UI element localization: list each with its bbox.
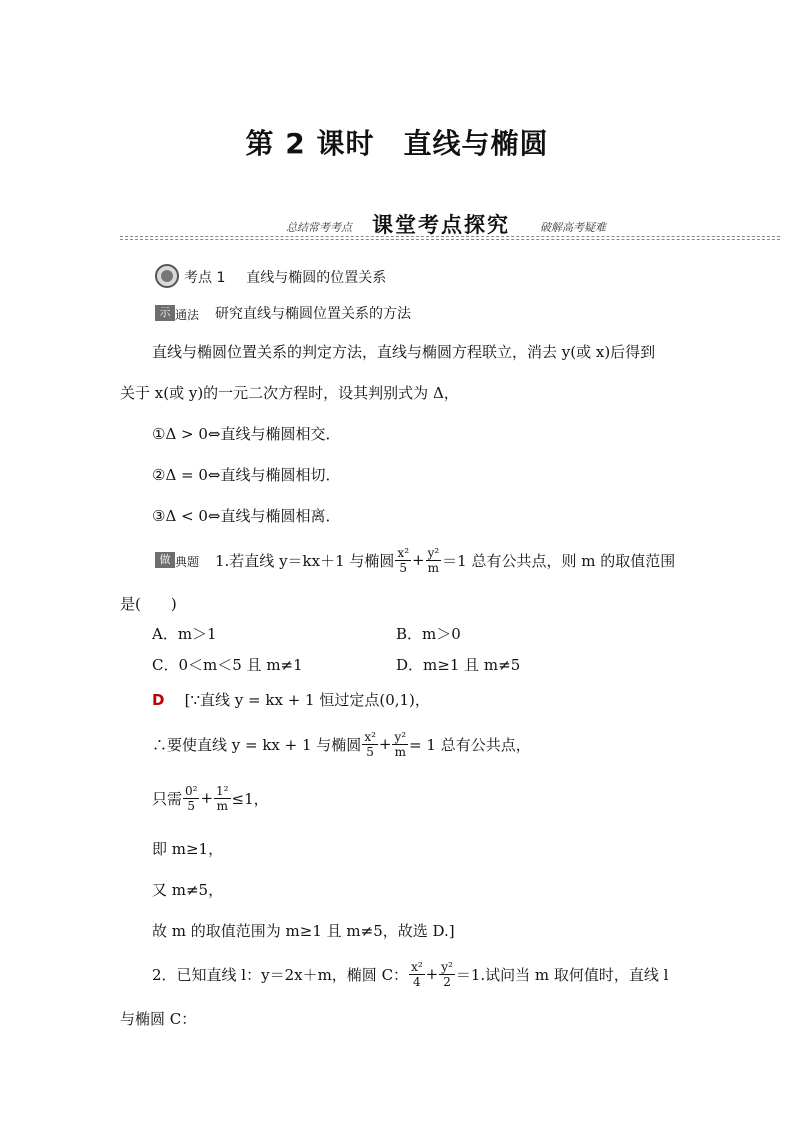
method-title: 研究直线与椭圆位置关系的方法	[215, 306, 411, 322]
solution-line-5: 又 m≠5，	[152, 881, 224, 899]
solution-line-4: 即 m≥1，	[152, 840, 224, 858]
method-tag-icon: 示	[155, 305, 175, 321]
intro-case-2: ②Δ = 0⇔直线与椭圆相切．	[152, 466, 341, 484]
banner-right-note: 破解高考疑难	[540, 221, 606, 234]
question-1-text-b: ＝1 总有公共点，则 m 的取值范围	[442, 551, 676, 570]
solution-plus-1: +	[378, 735, 392, 753]
question-1-plus: +	[412, 551, 425, 569]
option-d: D．m≥1 且 m≠5	[396, 656, 521, 674]
kaodian-heading	[184, 267, 386, 287]
question-1-text-a: 1.若直线 y＝kx＋1 与椭圆	[215, 551, 395, 570]
banner-main-title: 课堂考点探究	[372, 213, 510, 237]
solution-fraction-zero: $\frac{\text{0²}}{5}$	[185, 783, 198, 813]
solution-line-2	[152, 722, 531, 766]
solution-line-6: 故 m 的取值范围为 m≥1 且 m≠5，故选 D.]	[152, 922, 455, 940]
method-tag-label: 通法	[175, 308, 200, 322]
page-title: 第 2 课时 直线与椭圆	[245, 127, 549, 160]
intro-line-2: 关于 x(或 y)的一元二次方程时，设其判别式为 Δ，	[120, 384, 459, 402]
question-1-line-1	[215, 538, 675, 582]
question-1-fraction-x: $\frac{\text{x²}}{5}$	[397, 545, 409, 575]
solution-fraction-one: $\frac{\text{1²}}{m}$	[216, 783, 229, 813]
example-tag-label: 典题	[175, 555, 200, 569]
solution-fraction-x: $\frac{\text{x²}}{5}$	[364, 729, 376, 759]
intro-case-1: ①Δ > 0⇔直线与椭圆相交．	[152, 425, 341, 443]
solution-text-2a: ∴要使直线 y = kx + 1 与椭圆	[152, 735, 362, 754]
answer-letter: D	[152, 691, 165, 709]
solution-line-3	[152, 776, 269, 820]
banner-divider-top	[120, 236, 780, 237]
question-2-line-1	[152, 952, 668, 996]
solution-fraction-y: $\frac{\text{y²}}{m}$	[394, 729, 407, 759]
solution-text-3a: 只需	[152, 789, 183, 808]
kaodian-circle-icon	[155, 264, 179, 288]
banner-divider-bottom	[120, 239, 780, 240]
option-b: B．m＞0	[396, 625, 461, 643]
option-a: A．m＞1	[152, 625, 217, 643]
banner-left-note: 总结常考考点	[286, 221, 352, 234]
example-tag-icon: 做	[155, 552, 175, 568]
question-1-fraction-y: $\frac{\text{y²}}{m}$	[427, 545, 440, 575]
question-1-line-2: 是( )	[120, 595, 177, 613]
solution-text-3b: ≤1，	[231, 789, 269, 808]
option-c: C．0＜m＜5 且 m≠1	[152, 656, 303, 674]
solution-line-1	[152, 689, 430, 710]
kaodian-title: 直线与椭圆的位置关系	[246, 270, 387, 286]
question-2-fraction-x: $\frac{\text{x²}}{4}$	[411, 959, 423, 989]
solution-plus-2: +	[200, 789, 214, 807]
question-2-text-a: 2．已知直线 l：y＝2x＋m，椭圆 C：	[152, 965, 409, 984]
question-2-line-2: 与椭圆 C：	[120, 1010, 197, 1028]
intro-case-3: ③Δ < 0⇔直线与椭圆相离．	[152, 507, 341, 525]
question-2-fraction-y: $\frac{\text{y²}}{2}$	[441, 959, 453, 989]
solution-text-2b: = 1 总有公共点，	[409, 735, 531, 754]
kaodian-label: 考点 1	[184, 270, 226, 286]
question-2-text-b: ＝1.试问当 m 取何值时，直线 l	[455, 965, 669, 984]
intro-line-1: 直线与椭圆位置关系的判定方法，直线与椭圆方程联立，消去 y(或 x)后得到	[152, 343, 656, 361]
solution-text-1: [∵直线 y = kx + 1 恒过定点(0,1)，	[184, 691, 430, 709]
question-2-plus: +	[425, 965, 439, 983]
